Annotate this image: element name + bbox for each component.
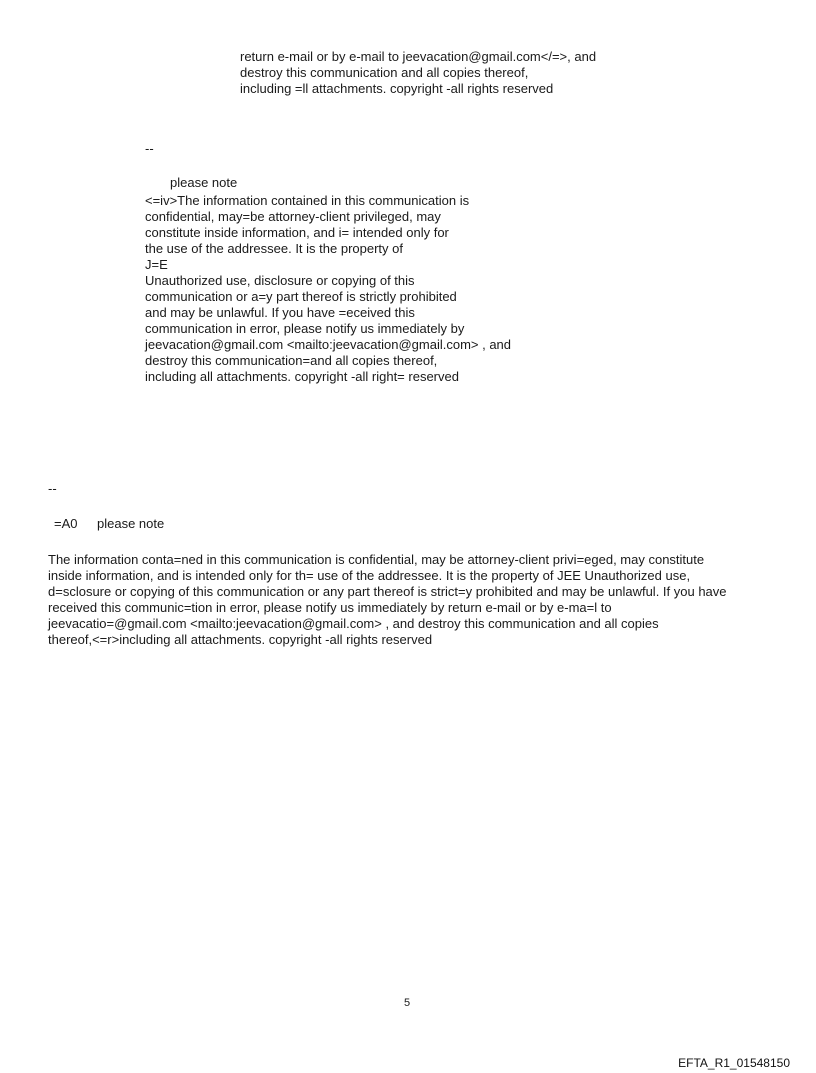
text-line: The information conta=ned in this communication is confidential, may be attorney-client privi=eged, may constitute xyxy=(48,552,705,567)
text-line: and may be unlawful. If you have =eceived this xyxy=(145,305,415,320)
text-line: jeevacation@gmail.com <mailto:jeevacation@gmail.com> , and xyxy=(145,337,512,352)
text-line: return e-mail or by e-mail to jeevacation@gmail.com</=>, and xyxy=(240,49,597,64)
text-line: received this communic=tion in error, please notify us immediately by return e-mail or by e-ma=l to xyxy=(48,600,612,615)
encoding-artifact: =A0 xyxy=(54,516,78,531)
disclaimer-heading-row xyxy=(54,516,164,532)
disclaimer-paragraph xyxy=(48,552,727,648)
text-line: confidential, may=be attorney-client privileged, may xyxy=(145,209,441,224)
disclaimer-heading: please note xyxy=(170,175,238,190)
text-line: communication in error, please notify us immediately by xyxy=(145,321,465,336)
text-line: thereof,<=r>including all attachments. copyright -all rights reserved xyxy=(48,632,433,647)
page-number: 5 xyxy=(404,997,411,1009)
text-line: inside information, and is intended only for th= use of the addressee. It is the property of JEE Unauthorized use, xyxy=(48,568,691,583)
quoted-disclaimer-middle xyxy=(145,193,511,385)
text-line: the use of the addressee. It is the property of xyxy=(145,241,403,256)
text-line: Unauthorized use, disclosure or copying of this xyxy=(145,273,415,288)
text-line: <=iv>The information contained in this communication is xyxy=(145,193,470,208)
text-line: destroy this communication and all copies thereof, xyxy=(240,65,529,80)
document-id: EFTA_R1_01548150 xyxy=(678,1056,790,1070)
text-line: including all attachments. copyright -all right= reserved xyxy=(145,369,459,384)
text-line: jeevacatio=@gmail.com <mailto:jeevacation@gmail.com> , and destroy this communication and all copies xyxy=(48,616,659,631)
quoted-disclaimer-top xyxy=(240,49,596,97)
text-line: destroy this communication=and all copies thereof, xyxy=(145,353,438,368)
text-line: d=sclosure or copying of this communication or any part thereof is strict=y prohibited and may be unlawful. If you have xyxy=(48,584,727,599)
disclaimer-heading: please note xyxy=(97,516,165,531)
text-line: communication or a=y part thereof is strictly prohibited xyxy=(145,289,457,304)
signature-separator: -- xyxy=(145,141,154,156)
text-line: including =ll attachments. copyright -all rights reserved xyxy=(240,81,554,96)
text-line: constitute inside information, and i= intended only for xyxy=(145,225,449,240)
text-line: J=E xyxy=(145,257,168,272)
signature-separator: -- xyxy=(48,481,57,496)
